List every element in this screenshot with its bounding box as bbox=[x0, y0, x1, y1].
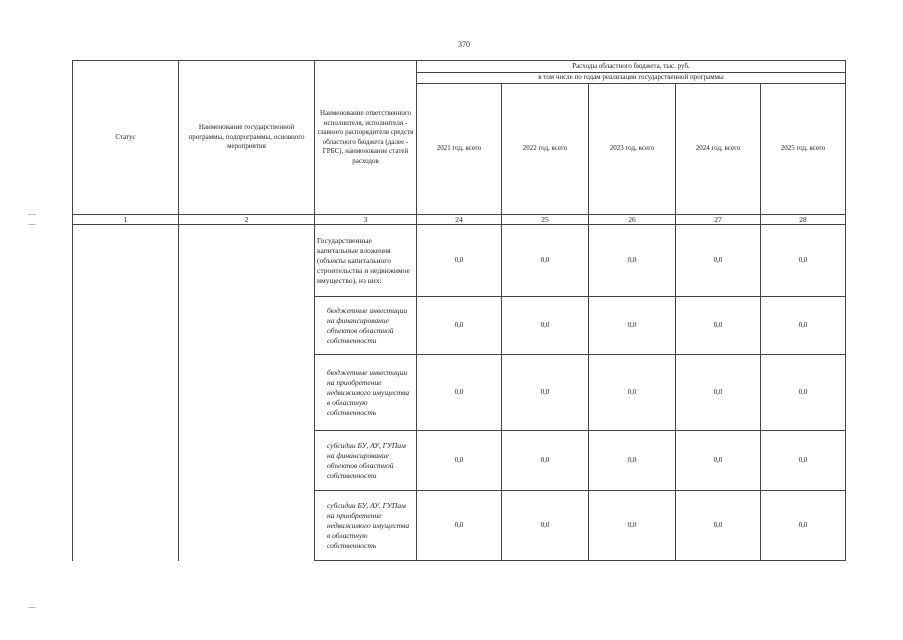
value-cell: 0,0 bbox=[502, 297, 589, 355]
header-executor: Наименование ответственного исполнителя, исполнителя - главного распорядителя средств областного бюджета (далее - ГРБС), наименование статей расходов bbox=[315, 61, 417, 215]
value-cell: 0,0 bbox=[502, 355, 589, 431]
value-cell: 0,0 bbox=[417, 431, 502, 491]
value-cell: 0,0 bbox=[676, 491, 761, 561]
header-year-2022: 2022 год, всего bbox=[502, 84, 589, 215]
column-number: 1 bbox=[73, 215, 179, 225]
value-cell: 0,0 bbox=[589, 431, 676, 491]
header-year-2021: 2021 год, всего bbox=[417, 84, 502, 215]
column-number: 24 bbox=[417, 215, 502, 225]
scan-mark bbox=[28, 607, 36, 608]
column-number: 25 bbox=[502, 215, 589, 225]
page-number: 370 bbox=[458, 40, 470, 49]
value-cell: 0,0 bbox=[676, 431, 761, 491]
value-cell: 0,0 bbox=[589, 355, 676, 431]
table-row bbox=[73, 225, 846, 297]
value-cell: 0,0 bbox=[761, 431, 846, 491]
scan-mark bbox=[28, 224, 36, 225]
column-numbers-row bbox=[73, 215, 846, 225]
header-by-years: в том числе по годам реализации государственной программы bbox=[417, 73, 846, 84]
row-label: бюджетные инвестиции на приобретение недвижимого имущества в областную собственность bbox=[315, 355, 417, 431]
column-number: 26 bbox=[589, 215, 676, 225]
value-cell: 0,0 bbox=[589, 491, 676, 561]
column-number: 28 bbox=[761, 215, 846, 225]
value-cell: 0,0 bbox=[589, 297, 676, 355]
value-cell: 0,0 bbox=[417, 297, 502, 355]
column-number: 2 bbox=[179, 215, 315, 225]
value-cell: 0,0 bbox=[761, 225, 846, 297]
value-cell: 0,0 bbox=[417, 225, 502, 297]
status-cell-empty bbox=[73, 225, 179, 561]
header-year-2023: 2023 год, всего bbox=[589, 84, 676, 215]
value-cell: 0,0 bbox=[676, 225, 761, 297]
column-number: 3 bbox=[315, 215, 417, 225]
budget-table bbox=[72, 60, 846, 561]
value-cell: 0,0 bbox=[761, 355, 846, 431]
header-year-2024: 2024 год, всего bbox=[676, 84, 761, 215]
header-status: Статус bbox=[73, 61, 179, 215]
value-cell: 0,0 bbox=[761, 297, 846, 355]
value-cell: 0,0 bbox=[417, 355, 502, 431]
row-label: субсидии БУ, АУ, ГУПам на приобретение недвижимого имущества в областную собственность bbox=[315, 491, 417, 561]
column-number: 27 bbox=[676, 215, 761, 225]
program-cell-empty bbox=[179, 225, 315, 561]
scan-mark bbox=[28, 214, 36, 215]
header-expenses-title: Расходы областного бюджета, тыс. руб. bbox=[417, 61, 846, 73]
value-cell: 0,0 bbox=[676, 297, 761, 355]
row-label: бюджетные инвестиции на финансирование объектов областной собственности bbox=[315, 297, 417, 355]
value-cell: 0,0 bbox=[502, 491, 589, 561]
header-year-2025: 2025 год, всего bbox=[761, 84, 846, 215]
value-cell: 0,0 bbox=[676, 355, 761, 431]
value-cell: 0,0 bbox=[502, 225, 589, 297]
value-cell: 0,0 bbox=[589, 225, 676, 297]
value-cell: 0,0 bbox=[417, 491, 502, 561]
header-program-name: Наименование государственной программы, подпрограммы, основного мероприятия bbox=[179, 61, 315, 215]
value-cell: 0,0 bbox=[761, 491, 846, 561]
header-row-1 bbox=[73, 61, 846, 73]
row-label: субсидии БУ, АУ, ГУПам на финансирование объектов областной собственности bbox=[315, 431, 417, 491]
value-cell: 0,0 bbox=[502, 431, 589, 491]
row-label: Государственные капитальные вложения (объекты капитального строительства и недвижимое имущество), из них: bbox=[315, 225, 417, 297]
